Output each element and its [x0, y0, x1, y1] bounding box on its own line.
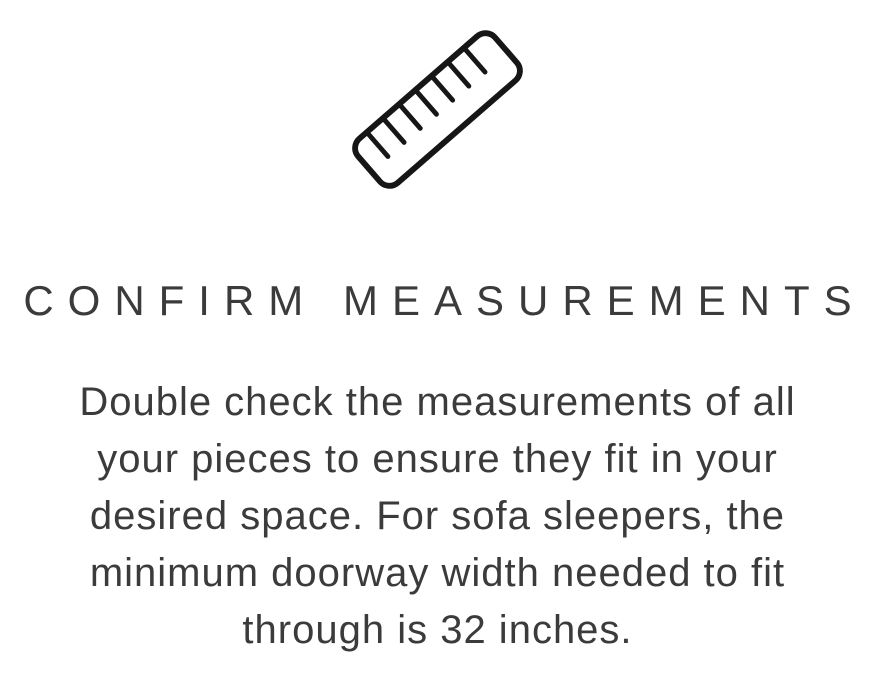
description-line: through is 32 inches. — [242, 608, 633, 652]
description-line: Double check the measurements of all — [79, 380, 796, 424]
description-line: your pieces to ensure they fit in your — [97, 437, 778, 481]
description-line: desired space. For sofa sleepers, the — [89, 494, 786, 538]
section-description — [79, 374, 795, 659]
section-title: CONFIRM MEASUREMENTS — [23, 277, 866, 324]
ruler-icon-strokes — [350, 28, 525, 191]
description-line: minimum doorway width needed to fit — [89, 551, 786, 595]
ruler-icon — [340, 12, 535, 207]
